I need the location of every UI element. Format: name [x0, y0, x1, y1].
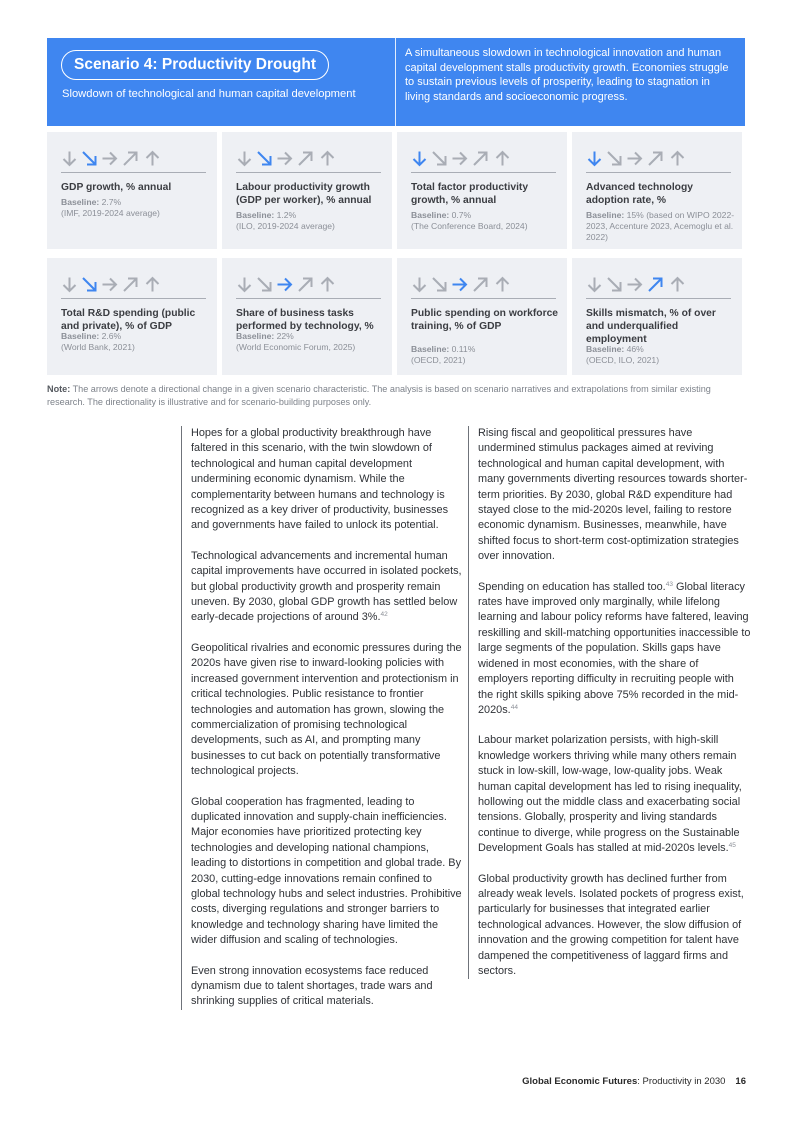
- down-right-arrow-icon: [431, 276, 448, 293]
- up-arrow-icon: [144, 276, 161, 293]
- down-right-arrow-icon: [256, 150, 273, 167]
- paragraph: Hopes for a global productivity breakthrough have faltered in this scenario, with the twin slowdown of technological and human capital development undermining economic dynamism. While the complementarity between humans and technology is recognized as a key driver of productivity, businesses and governments have failed to unlock its potential.: [191, 427, 449, 532]
- indicator-baseline: [411, 210, 563, 232]
- baseline-label: Baseline:: [411, 210, 450, 220]
- indicator-baseline: [586, 210, 738, 244]
- indicator-baseline: [586, 344, 738, 366]
- indicator-card: [397, 132, 567, 249]
- banner-divider: [395, 38, 396, 126]
- baseline-source: (World Economic Forum, 2025): [236, 342, 356, 353]
- right-arrow-icon: [101, 150, 118, 167]
- indicator-card: [47, 258, 217, 375]
- baseline-source: (World Bank, 2021): [61, 342, 135, 353]
- down-arrow-icon: [586, 276, 603, 293]
- down-arrow-icon: [411, 150, 428, 167]
- up-arrow-icon: [669, 150, 686, 167]
- up-right-arrow-icon: [122, 276, 139, 293]
- baseline-label: Baseline:: [61, 197, 100, 207]
- down-arrow-icon: [236, 276, 253, 293]
- indicator-card: [222, 132, 392, 249]
- direction-arrows: [236, 148, 381, 173]
- right-arrow-icon: [451, 150, 468, 167]
- baseline-value: 46%: [626, 344, 644, 354]
- down-right-arrow-icon: [256, 276, 273, 293]
- indicator-baseline: [61, 331, 213, 353]
- footnote-ref[interactable]: 42: [380, 611, 388, 619]
- right-arrow-icon: [626, 276, 643, 293]
- baseline-source: (OECD, ILO, 2021): [586, 355, 660, 366]
- page-footer: [522, 1076, 746, 1087]
- baseline-source: (ILO, 2019-2024 average): [236, 221, 335, 232]
- direction-arrows: [61, 148, 206, 173]
- right-arrow-icon: [276, 150, 293, 167]
- up-right-arrow-icon: [472, 276, 489, 293]
- direction-arrows: [236, 274, 381, 299]
- paragraph: Global cooperation has fragmented, leading to duplicated innovation and supply-chain inefficiencies. Major economies have prioritized protecting key technologies and developing national champions, leading to distortions in competition and global trade. By 2030, cutting-edge innovations remain confined to global technology hubs and select industries. Prohibitive costs, diverging regulations and stronger barriers to knowledge and technology sharing have limited the wider diffusion and scaling of technologies.: [191, 795, 462, 947]
- paragraph: Spending on education has stalled too.$^{43}$ Global literacy rates have improved only marginally, while lifelong learning and labour policy reforms have faltered, leaving reskilling and skill-matching opportunities inaccessible to large segments of the population. Skills gaps have widened in most economies, with the share of employers reporting difficulty in recruiting people with the right skills spiking above 75% recorded in the mid-2020s.$^{44}$: [478, 580, 751, 716]
- direction-arrows: [586, 148, 731, 173]
- up-arrow-icon: [494, 276, 511, 293]
- down-arrow-icon: [236, 150, 253, 167]
- down-arrow-icon: [411, 276, 428, 293]
- down-arrow-icon: [586, 150, 603, 167]
- footer-subtitle: : Productivity in 2030: [637, 1076, 726, 1087]
- up-right-arrow-icon: [647, 150, 664, 167]
- down-right-arrow-icon: [431, 150, 448, 167]
- paragraph: Even strong innovation ecosystems face reduced dynamism due to talent shortages, trade wars and shrinking supplies of critical materials.: [191, 964, 433, 1008]
- footnote-ref[interactable]: 44: [510, 703, 518, 711]
- paragraph: Technological advancements and incremental human capital improvements have occurred in isolated pockets, but global productivity growth and prosperity remain uneven. By 2030, global GDP growth has settled below early-decade projections of around 3%.$^{42}$: [191, 549, 462, 624]
- paragraph: Geopolitical rivalries and economic pressures during the 2020s have given rise to inward-looking policies with increased government intervention and protectionism in critical technologies. Public resistance to frontier technologies and automation has grown, slowing the commercialization of promising technological developments, such as AI, and prompting many businesses to cut back on potentially transformative technological projects.: [191, 641, 462, 778]
- baseline-label: Baseline:: [586, 344, 625, 354]
- up-arrow-icon: [319, 150, 336, 167]
- up-right-arrow-icon: [122, 150, 139, 167]
- baseline-label: Baseline:: [236, 331, 275, 341]
- right-arrow-icon: [101, 276, 118, 293]
- footer-publication: Global Economic Futures: [522, 1076, 638, 1087]
- indicator-title: Skills mismatch, % of over and underqualified employment: [586, 308, 716, 345]
- paragraph: Rising fiscal and geopolitical pressures have undermined stimulus packages aimed at reviving technological and human capital development, with many governments diverting resources towards shorter-term priorities. By 2030, global R&D expenditure had stayed close to the mid-2020s level, failing to restore economic dynamism. Businesses, meanwhile, have shifted focus to short-term cost-optimization strategies over innovation.: [478, 427, 748, 563]
- baseline-value: 0.11%: [451, 344, 476, 354]
- body-column-right: [468, 426, 751, 979]
- indicator-baseline: [61, 197, 213, 219]
- indicator-card: [397, 258, 567, 375]
- direction-arrows: [411, 148, 556, 173]
- indicator-baseline: [236, 331, 388, 353]
- baseline-source: (IMF, 2019-2024 average): [61, 208, 160, 219]
- indicator-title: Public spending on workforce training, % of GDP: [411, 308, 559, 332]
- indicator-title: Total factor productivity growth, % annual: [411, 182, 529, 206]
- up-right-arrow-icon: [472, 150, 489, 167]
- up-right-arrow-icon: [297, 276, 314, 293]
- arrows-note: [47, 383, 747, 408]
- down-arrow-icon: [61, 150, 78, 167]
- down-right-arrow-icon: [606, 150, 623, 167]
- baseline-label: Baseline:: [236, 210, 275, 220]
- scenario-description: A simultaneous slowdown in technological innovation and human capital development stalls productivity growth. Economies struggle to sustain previous levels of prosperity, leading to stagnation in living standards and socioeconomic progress.: [405, 47, 729, 103]
- right-arrow-icon: [451, 276, 468, 293]
- baseline-value: 15% (based on WIPO 2022-2023, Accenture 2023, Acemoglu et al. 2022): [586, 210, 735, 243]
- up-arrow-icon: [494, 150, 511, 167]
- note-text: The arrows denote a directional change in a given scenario characteristic. The analysis is based on scenario narratives and extrapolations from similar existing research. The directionality is illustrative and for scenario-building purposes only.: [47, 384, 711, 407]
- indicator-baseline: [236, 210, 388, 232]
- indicator-title: Share of business tasks performed by technology, %: [236, 308, 374, 332]
- scenario-title: Scenario 4: Productivity Drought: [61, 50, 329, 80]
- footnote-ref[interactable]: 43: [665, 580, 673, 588]
- page-number: 16: [735, 1076, 746, 1087]
- baseline-label: Baseline:: [61, 331, 100, 341]
- paragraph: Labour market polarization persists, with high-skill knowledge workers thriving while many others remain stuck in low-skill, low-wage, low-quality jobs. Weak human capital development has led to rising inequality, hollowing out the middle class and exacerbating social tensions. Globally, prosperity and living standards continue to diverge, while progress on the Sustainable Development Goals has stalled at mid-2020s levels.$^{45}$: [478, 734, 742, 855]
- baseline-label: Baseline:: [586, 210, 625, 220]
- direction-arrows: [586, 274, 731, 299]
- up-right-arrow-icon: [647, 276, 664, 293]
- up-right-arrow-icon: [297, 150, 314, 167]
- direction-arrows: [61, 274, 206, 299]
- paragraph: Global productivity growth has declined further from already weak levels. Isolated pockets of progress exist, particularly for businesses that integrated earlier technological advances. However, the slow diffusion of innovation and the growing competition for talent have dampened the competitiveness of laggard firms and sectors.: [478, 872, 744, 977]
- baseline-value: 2.6%: [101, 331, 122, 341]
- direction-arrows: [411, 274, 556, 299]
- indicator-card: [47, 132, 217, 249]
- scenario-banner: [47, 38, 745, 126]
- right-arrow-icon: [626, 150, 643, 167]
- down-right-arrow-icon: [81, 276, 98, 293]
- down-right-arrow-icon: [81, 150, 98, 167]
- up-arrow-icon: [319, 276, 336, 293]
- indicator-title: Total R&D spending (public and private), % of GDP: [61, 308, 196, 332]
- baseline-value: 0.7%: [451, 210, 472, 220]
- baseline-value: 1.2%: [276, 210, 297, 220]
- up-arrow-icon: [144, 150, 161, 167]
- up-arrow-icon: [669, 276, 686, 293]
- note-label: Note:: [47, 384, 71, 394]
- baseline-value: 22%: [276, 331, 294, 341]
- indicator-card: [572, 132, 742, 249]
- down-arrow-icon: [61, 276, 78, 293]
- baseline-source: (The Conference Board, 2024): [411, 221, 528, 232]
- footnote-ref[interactable]: 45: [728, 842, 736, 850]
- indicator-card: [572, 258, 742, 375]
- indicator-title: Advanced technology adoption rate, %: [586, 182, 693, 206]
- body-column-left: [181, 426, 464, 1010]
- scenario-subtitle: Slowdown of technological and human capital development: [62, 88, 356, 100]
- down-right-arrow-icon: [606, 276, 623, 293]
- baseline-source: (OECD, 2021): [411, 355, 466, 366]
- indicator-title: GDP growth, % annual: [61, 182, 172, 193]
- indicator-baseline: [411, 344, 563, 366]
- indicator-card: [222, 258, 392, 375]
- baseline-label: Baseline:: [411, 344, 450, 354]
- right-arrow-icon: [276, 276, 293, 293]
- indicator-title: Labour productivity growth (GDP per worker), % annual: [236, 182, 372, 206]
- baseline-value: 2.7%: [101, 197, 122, 207]
